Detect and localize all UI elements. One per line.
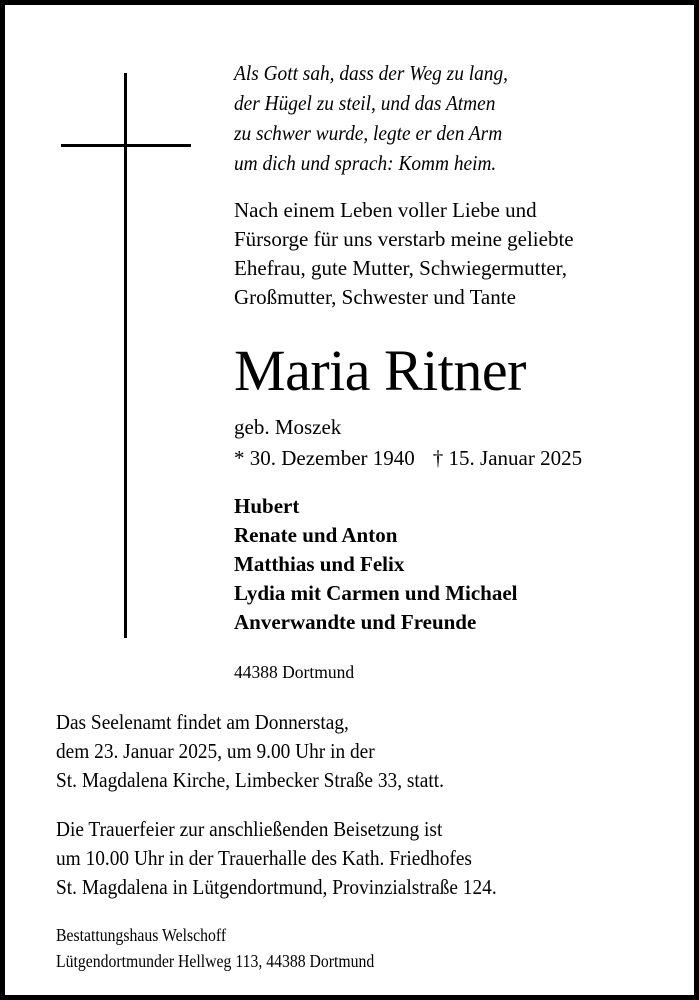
- ceremony-line: um 10.00 Uhr in der Trauerhalle des Kath. Friedhofes: [56, 846, 472, 870]
- mourner: Matthias und Felix: [234, 552, 405, 576]
- undertaker-info: [56, 922, 374, 974]
- birth-date: * 30. Dezember 1940: [234, 446, 415, 470]
- mourner: Anverwandte und Freunde: [234, 610, 477, 634]
- mass-line: St. Magdalena Kirche, Limbecker Straße 33, statt.: [56, 768, 444, 792]
- mourner: Renate und Anton: [234, 523, 398, 547]
- family-city: 44388 Dortmund: [234, 662, 355, 682]
- verse-line: um dich und sprach: Komm heim.: [234, 151, 497, 175]
- mourners-list: [234, 492, 518, 637]
- intro-line: Fürsorge für uns verstarb meine geliebte: [234, 227, 574, 251]
- life-dates: [234, 412, 582, 474]
- cross-icon-vertical: [124, 73, 127, 638]
- mass-line: Das Seelenamt findet am Donnerstag,: [56, 710, 349, 734]
- cross-icon-horizontal: [61, 144, 191, 147]
- undertaker-address: Lütgendortmunder Hellweg 113, 44388 Dortmund: [56, 951, 375, 971]
- mass-line: dem 23. Januar 2025, um 9.00 Uhr in der: [56, 739, 375, 763]
- intro-line: Ehefrau, gute Mutter, Schwiegermutter,: [234, 256, 568, 280]
- deceased-name: Maria Ritner: [234, 338, 526, 403]
- ceremony-info: [56, 815, 497, 902]
- mourner: Lydia mit Carmen und Michael: [234, 581, 518, 605]
- verse-line: zu schwer wurde, legte er den Arm: [234, 121, 503, 145]
- verse-line: der Hügel zu steil, und das Atmen: [234, 91, 496, 115]
- death-date: † 15. Januar 2025: [432, 446, 583, 470]
- intro-line: Nach einem Leben voller Liebe und: [234, 198, 537, 222]
- ceremony-line: Die Trauerfeier zur anschließenden Beisetzung ist: [56, 817, 443, 841]
- intro-line: Großmutter, Schwester und Tante: [234, 285, 516, 309]
- mass-info: [56, 708, 444, 795]
- dates-line: [234, 443, 582, 474]
- ceremony-line: St. Magdalena in Lütgendortmund, Provinzialstraße 124.: [56, 875, 497, 899]
- maiden-name: geb. Moszek: [234, 415, 342, 439]
- intro-text: [234, 196, 574, 312]
- undertaker-name: Bestattungshaus Welschoff: [56, 925, 227, 945]
- verse: [234, 58, 508, 178]
- mourner: Hubert: [234, 494, 300, 518]
- verse-line: Als Gott sah, dass der Weg zu lang,: [234, 61, 508, 85]
